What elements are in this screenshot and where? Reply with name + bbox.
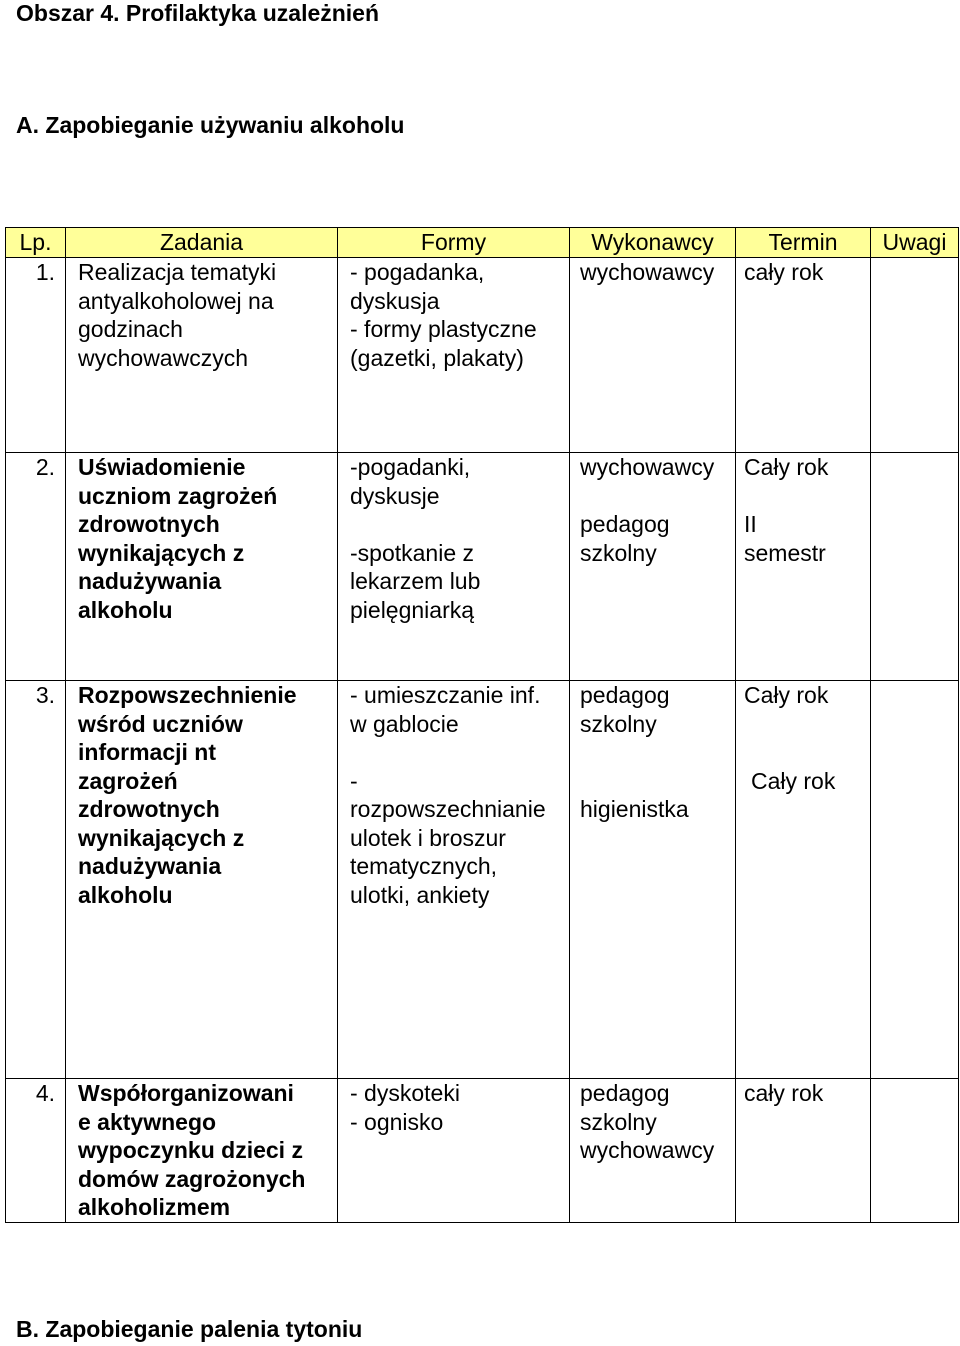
forms-line: w gablocie: [350, 710, 459, 737]
section-b-heading: B. Zapobieganie palenia tytoniu: [16, 1316, 363, 1342]
term-cell: [736, 1079, 871, 1223]
table-row: [6, 681, 959, 1079]
task-line: wynikających z: [78, 824, 245, 851]
section-a-heading: A. Zapobieganie używaniu alkoholu: [16, 112, 405, 138]
task-line: alkoholu: [78, 596, 173, 623]
term-line: semestr: [744, 539, 826, 566]
term-line: Cały rok: [751, 767, 836, 794]
forms-line: lekarzem lub: [350, 568, 481, 594]
task-line: Rozpowszechnienie: [78, 682, 297, 708]
forms-cell: [338, 258, 570, 453]
executors-line: szkolny: [580, 1108, 657, 1135]
forms-line: -: [350, 767, 358, 794]
task-line: zdrowotnych: [78, 796, 220, 822]
executors-cell: [570, 1079, 736, 1223]
task-line: alkoholizmem: [78, 1194, 231, 1220]
prevention-plan-table: [5, 227, 959, 1223]
task-line: uczniom zagrożeń: [78, 482, 278, 509]
row-number: 1.: [6, 258, 66, 453]
forms-line: dyskusja: [350, 287, 440, 314]
task-line: wynikających z: [78, 539, 245, 566]
task-line: nadużywania: [78, 568, 222, 594]
term-line: cały rok: [744, 259, 824, 285]
executors-line: wychowawcy: [580, 259, 715, 285]
forms-cell: [338, 453, 570, 681]
task-line: alkoholu: [78, 881, 173, 908]
forms-line: - formy plastyczne: [350, 316, 537, 342]
executors-line: szkolny: [580, 539, 657, 566]
row-number: 4.: [6, 1079, 66, 1223]
forms-line: -spotkanie z: [350, 539, 475, 566]
forms-line: -pogadanki,: [350, 454, 471, 480]
task-cell: [66, 453, 338, 681]
table-header-row: [6, 228, 959, 258]
area-heading: Obszar 4. Profilaktyka uzależnień: [16, 0, 380, 26]
task-line: wychowawczych: [78, 344, 248, 371]
forms-cell: [338, 681, 570, 1079]
notes-cell: [871, 453, 959, 681]
task-cell: [66, 1079, 338, 1223]
task-line: godzinach: [78, 316, 183, 342]
forms-line: (gazetki, plakaty): [350, 344, 524, 371]
column-header-uwagi: Uwagi: [871, 228, 959, 258]
executors-line: pedagog: [580, 1080, 670, 1106]
forms-line: - dyskoteki: [350, 1080, 460, 1106]
notes-cell: [871, 681, 959, 1079]
column-header-lp: Lp.: [6, 228, 66, 258]
forms-line: - pogadanka,: [350, 259, 485, 285]
task-cell: [66, 258, 338, 453]
term-cell: [736, 258, 871, 453]
row-number: 2.: [6, 453, 66, 681]
column-header-termin: Termin: [736, 228, 871, 258]
executors-line: higienistka: [580, 796, 689, 822]
task-line: wśród uczniów: [78, 710, 243, 737]
column-header-zadania: Zadania: [66, 228, 338, 258]
forms-line: - umieszczanie inf.: [350, 682, 541, 708]
task-line: zdrowotnych: [78, 511, 220, 537]
task-line: antyalkoholowej na: [78, 287, 274, 314]
term-cell: [736, 453, 871, 681]
forms-line: rozpowszechnianie: [350, 796, 546, 822]
term-cell: [736, 681, 871, 1079]
task-line: Uświadomienie: [78, 454, 246, 480]
executors-cell: [570, 681, 736, 1079]
notes-cell: [871, 1079, 959, 1223]
task-cell: [66, 681, 338, 1079]
task-line: wypoczynku dzieci z: [78, 1137, 303, 1163]
task-line: domów zagrożonych: [78, 1165, 306, 1192]
term-line: cały rok: [744, 1080, 824, 1106]
table-row: [6, 258, 959, 453]
executors-cell: [570, 453, 736, 681]
table-row: [6, 1079, 959, 1223]
executors-line: pedagog: [580, 682, 670, 708]
forms-line: ulotek i broszur: [350, 824, 506, 851]
executors-line: szkolny: [580, 710, 657, 737]
executors-line: wychowawcy: [580, 454, 715, 480]
column-header-wykonawcy: Wykonawcy: [570, 228, 736, 258]
row-number: 3.: [6, 681, 66, 1079]
forms-line: ulotki, ankiety: [350, 881, 490, 908]
notes-cell: [871, 258, 959, 453]
term-line: Cały rok: [744, 454, 829, 480]
task-line: informacji nt: [78, 739, 217, 765]
task-line: zagrożeń: [78, 767, 178, 794]
term-line: II: [744, 511, 757, 537]
executors-cell: [570, 258, 736, 453]
forms-cell: [338, 1079, 570, 1223]
forms-line: dyskusje: [350, 482, 440, 509]
table-row: [6, 453, 959, 681]
task-line: Współorganizowani: [78, 1080, 294, 1106]
task-line: Realizacja tematyki: [78, 259, 277, 285]
term-line: Cały rok: [744, 682, 829, 708]
task-line: e aktywnego: [78, 1108, 217, 1135]
forms-line: - ognisko: [350, 1108, 444, 1135]
forms-line: pielęgniarką: [350, 596, 475, 623]
forms-line: tematycznych,: [350, 853, 497, 879]
executors-line: wychowawcy: [580, 1137, 715, 1163]
executors-line: pedagog: [580, 511, 670, 537]
task-line: nadużywania: [78, 853, 222, 879]
column-header-formy: Formy: [338, 228, 570, 258]
